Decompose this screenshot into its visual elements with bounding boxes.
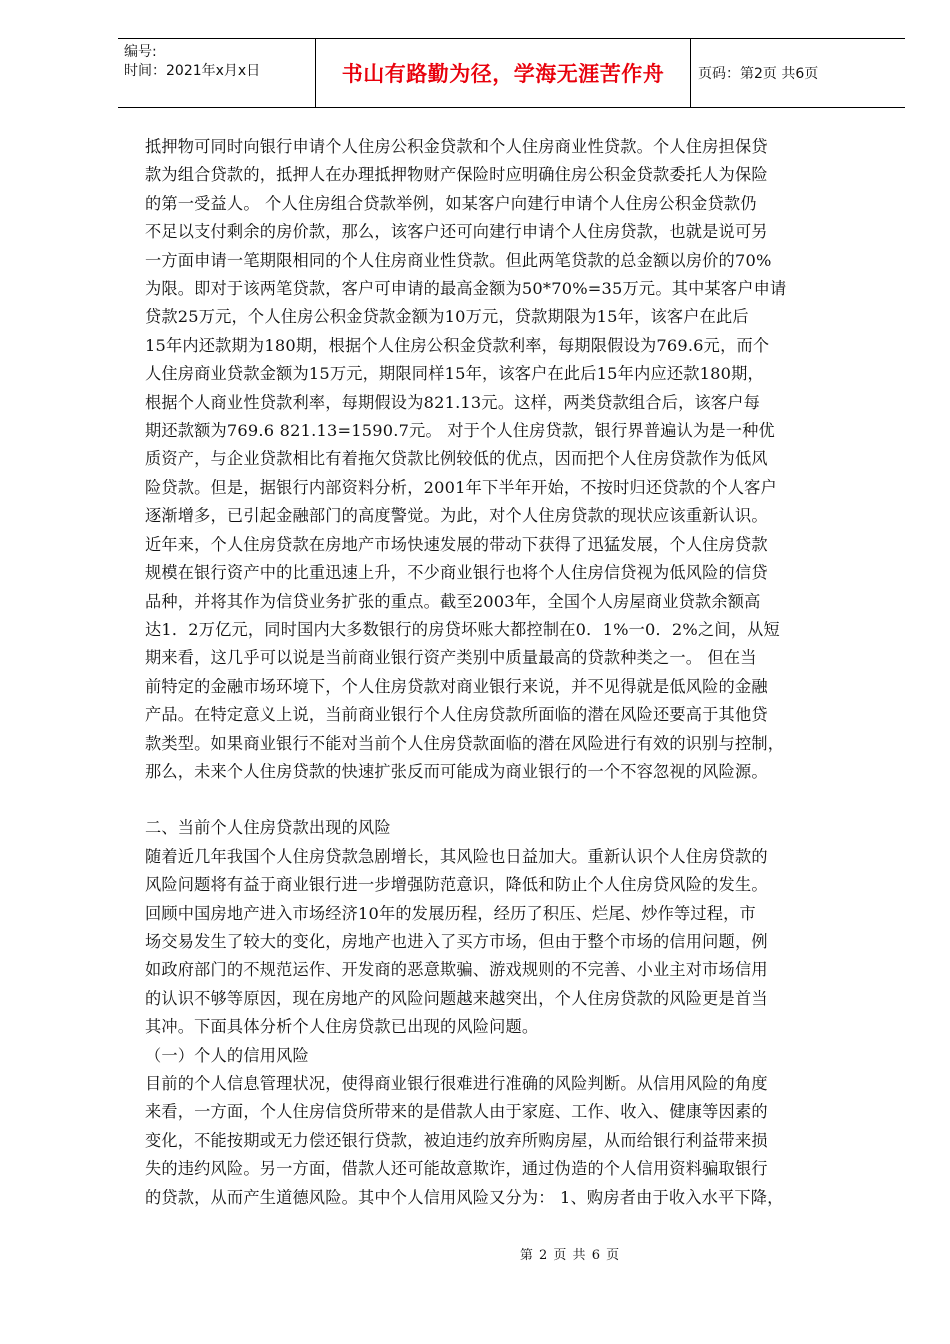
text-line: 贷款25万元，个人住房公积金贷款金额为10万元，贷款期限为15年，该客户在此后 — [145, 307, 749, 327]
text-line: 回顾中国房地产进入市场经济10年的发展历程，经历了积压、烂尾、炒作等过程，市 — [145, 903, 756, 923]
time-label: 时间：2021年x月x日 — [124, 63, 261, 79]
text-line: 随着近几年我国个人住房贷款急剧增长，其风险也日益加大。重新认识个人住房贷款的 — [145, 846, 768, 866]
text-line: 逐渐增多，已引起金融部门的高度警觉。为此，对个人住房贷款的现状应该重新认识。 — [145, 506, 768, 526]
paragraph-gap — [145, 786, 885, 814]
text-line: 失的违约风险。另一方面，借款人还可能故意欺诈，通过伪造的个人信用资料骗取银行 — [145, 1159, 768, 1179]
page-header — [118, 38, 905, 108]
paragraph-2 — [145, 843, 885, 1042]
text-line: 如政府部门的不规范运作、开发商的恶意欺骗、游戏规则的不完善、小业主对市场信用 — [145, 960, 768, 980]
paragraph-1 — [145, 133, 885, 786]
text-line: 15年内还款期为180期，根据个人住房公积金贷款利率，每期限假设为769.6元，而个 — [145, 335, 770, 355]
text-line: 款类型。如果商业银行不能对当前个人住房贷款面临的潜在风险进行有效的识别与控制， — [145, 733, 785, 753]
text-line: 质资产，与企业贷款相比有着拖欠贷款比例较低的优点，因而把个人住房贷款作为低风 — [145, 449, 768, 469]
text-line: 产品。在特定意义上说，当前商业银行个人住房贷款所面临的潜在风险还要高于其他贷 — [145, 705, 768, 725]
paragraph-3 — [145, 1070, 885, 1212]
text-line: 其冲。下面具体分析个人住房贷款已出现的风险问题。 — [145, 1017, 539, 1037]
header-motto: 书山有路勤为径，学海无涯苦作舟 — [315, 39, 691, 107]
text-line: 不足以支付剩余的房价款，那么，该客户还可向建行申请个人住房贷款，也就是说可另 — [145, 222, 768, 242]
text-line: 变化，不能按期或无力偿还银行贷款，被迫违约放弃所购房屋，从而给银行利益带来损 — [145, 1130, 768, 1150]
text-line: 的第一受益人。 个人住房组合贷款举例，如某客户向建行申请个人住房公积金贷款仍 — [145, 193, 757, 213]
text-line: 为限。即对于该两笔贷款，客户可申请的最高金额为50*70%=35万元。其中某客户申请 — [145, 279, 787, 299]
text-line: 近年来，个人住房贷款在房地产市场快速发展的带动下获得了迅猛发展，个人住房贷款 — [145, 534, 768, 554]
text-line: 期还款额为769.6 821.13=1590.7元。 对于个人住房贷款，银行界普遍认为是一种优 — [145, 421, 775, 441]
text-line: 一方面申请一笔期限相同的个人住房商业性贷款。但此两笔贷款的总金额以房价的70% — [145, 250, 772, 270]
text-line: 款为组合贷款的，抵押人在办理抵押物财产保险时应明确住房公积金贷款委托人为保险 — [145, 165, 768, 185]
section-2-heading: 二、当前个人住房贷款出现的风险 — [145, 818, 391, 838]
text-line: 根据个人商业性贷款利率，每期假设为821.13元。这样，两类贷款组合后，该客户每 — [145, 392, 761, 412]
text-line: 场交易发生了较大的变化，房地产也进入了买方市场，但由于整个市场的信用问题，例 — [145, 931, 768, 951]
text-line: 险贷款。但是，据银行内部资料分析，2001年下半年开始，不按时归还贷款的个人客户 — [145, 477, 777, 497]
text-line: 风险问题将有益于商业银行进一步增强防范意识，降低和防止个人住房贷风险的发生。 — [145, 875, 768, 895]
text-line: 来看，一方面，个人住房信贷所带来的是借款人由于家庭、工作、收入、健康等因素的 — [145, 1102, 768, 1122]
page-footer: 第 2 页 共 6 页 — [519, 1248, 621, 1263]
text-line: 人住房商业贷款金额为15万元，期限同样15年，该客户在此后15年内应还款180期， — [145, 364, 764, 384]
text-line: 的认识不够等原因，现在房地产的风险问题越来越突出，个人住房贷款的风险更是首当 — [145, 988, 768, 1008]
code-label: 编号: — [124, 44, 157, 60]
text-line: 抵押物可同时向银行申请个人住房公积金贷款和个人住房商业性贷款。个人住房担保贷 — [145, 137, 768, 156]
header-meta — [124, 43, 314, 81]
text-line: 的贷款，从而产生道德风险。其中个人信用风险又分为： 1、购房者由于收入水平下降， — [145, 1187, 784, 1207]
header-page-label: 页码：第2页 共6页 — [698, 66, 819, 82]
text-line: 那么，未来个人住房贷款的快速扩张反而可能成为商业银行的一个不容忽视的风险源。 — [145, 761, 768, 781]
text-line: 前特定的金融市场环境下，个人住房贷款对商业银行来说，并不见得就是低风险的金融 — [145, 676, 768, 696]
subsection-1-heading: （一）个人的信用风险 — [145, 1045, 309, 1065]
text-line: 规模在银行资产中的比重迅速上升，不少商业银行也将个人住房信贷视为低风险的信贷 — [145, 563, 768, 583]
document-body — [145, 133, 885, 1212]
text-line: 品种，并将其作为信贷业务扩张的重点。截至2003年，全国个人房屋商业贷款余额高 — [145, 591, 761, 611]
text-line: 目前的个人信息管理状况，使得商业银行很难进行准确的风险判断。从信用风险的角度 — [145, 1074, 768, 1093]
text-line: 达1．2万亿元，同时国内大多数银行的房贷坏账大都控制在0．1%一0．2%之间，从短 — [145, 619, 780, 639]
text-line: 期来看，这几乎可以说是当前商业银行资产类别中质量最高的贷款种类之一。 但在当 — [145, 648, 757, 668]
